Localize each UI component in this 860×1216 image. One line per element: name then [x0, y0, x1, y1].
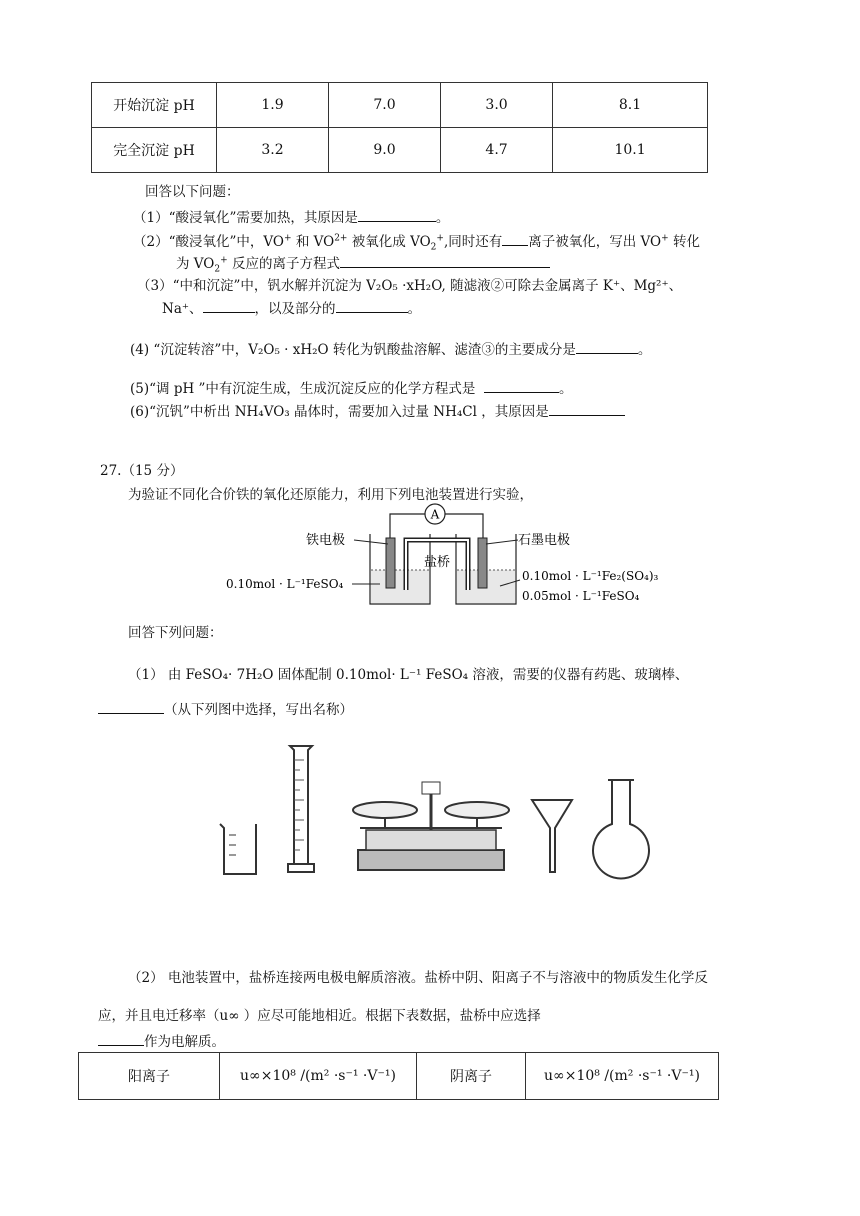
question-2 [133, 230, 700, 253]
q3-text-b: Na⁺、 [162, 301, 203, 317]
question-5 [130, 377, 573, 397]
right-solution-label-1: 0.10mol · L⁻¹Fe₂(SO₄)₃ [522, 569, 659, 583]
question-3-cont [162, 297, 421, 317]
answer-blank[interactable] [358, 221, 436, 222]
table-row [92, 128, 708, 173]
q27-2-end: 作为电解质。 [144, 1034, 225, 1050]
answer-blank[interactable] [98, 1045, 144, 1046]
table-cell: 1.9 [217, 83, 329, 128]
table-cell: 8.1 [553, 83, 708, 128]
q2-text-d: ,同时还有 [443, 234, 503, 250]
question-27-1: （1） 由 FeSO₄· 7H₂O 固体配制 0.10mol· L⁻¹ FeSO₄ 溶液，需要的仪器有药匙、玻璃棒、 [128, 667, 689, 683]
table-cell: 3.0 [441, 83, 553, 128]
answer-blank[interactable] [340, 267, 550, 268]
left-electrode-label: 铁电极 [306, 533, 346, 548]
answer-blank[interactable] [549, 415, 625, 416]
precipitation-ph-table [91, 82, 708, 173]
migration-rate-table [78, 1052, 719, 1100]
question-27-intro: 为验证不同化合价铁的氧化还原能力，利用下列电池装置进行实验， [128, 487, 533, 503]
sup: + [220, 255, 228, 266]
question-27-2: （2） 电池装置中，盐桥连接两电极电解质溶液。盐桥中阴、阳离子不与溶液中的物质发生化学反 [128, 970, 708, 986]
funnel-icon [532, 800, 572, 872]
q3-text-c: ，以及部分的 [254, 301, 336, 317]
table-header: u∞×10⁸ /(m² ·s⁻¹ ·V⁻¹) [526, 1053, 719, 1100]
answer-blank[interactable] [336, 312, 408, 313]
q2-text-e: 离子被氧化，写出 VO [528, 234, 662, 250]
question-2-cont [176, 252, 550, 275]
table-cell: 4.7 [441, 128, 553, 173]
q5-end: 。 [559, 381, 573, 397]
table-header: 阳离子 [79, 1053, 220, 1100]
instruments-figure [210, 740, 650, 880]
table-header: u∞×10⁸ /(m² ·s⁻¹ ·V⁻¹) [220, 1053, 417, 1100]
balance-scale-icon [353, 782, 509, 870]
graphite-electrode [478, 538, 487, 588]
q6-text: (6)“沉钒”中析出 NH₄VO₃ 晶体时，需要加入过量 NH₄Cl ，其原因是 [130, 404, 549, 420]
row-label: 开始沉淀 pH [92, 83, 217, 128]
answer-intro: 回答下列问题： [128, 625, 223, 641]
ammeter-label: A [430, 507, 440, 522]
intro-text: 回答以下问题： [145, 184, 240, 200]
sup: + [436, 233, 444, 244]
sub: 2 [214, 264, 221, 275]
answer-blank[interactable] [502, 245, 528, 246]
right-solution-label-2: 0.05mol · L⁻¹FeSO₄ [522, 589, 640, 603]
question-3: （3）“中和沉淀”中，钒水解并沉淀为 V₂O₅ ·xH₂O, 随滤液②可除去金属离子 K⁺、Mg²⁺、 [137, 278, 683, 294]
left-solution-label: 0.10mol · L⁻¹FeSO₄ [226, 577, 344, 591]
q1-text: （1）“酸浸氧化”需要加热，其原因是 [133, 210, 358, 226]
q2-text-b: 和 VO [291, 234, 335, 250]
q3-text-d: 。 [407, 301, 421, 317]
table-cell: 3.2 [217, 128, 329, 173]
answer-blank[interactable] [484, 392, 559, 393]
right-electrode-label: 石墨电极 [518, 533, 571, 548]
sup: 2+ [334, 233, 348, 244]
battery-cell-diagram [220, 500, 690, 612]
q4-text: (4) “沉淀转溶”中，V₂O₅ · xH₂O 转化为钒酸盐溶解、滤渣③的主要成分是 [130, 342, 576, 358]
q2-text-c: 被氧化成 VO [347, 234, 431, 250]
question-27-1-cont [98, 698, 353, 718]
row-label: 完全沉淀 pH [92, 128, 217, 173]
question-27-title: 27.（15 分） [100, 463, 184, 479]
table-row [79, 1053, 719, 1100]
answer-blank[interactable] [576, 353, 638, 354]
q27-1-hint: （从下列图中选择，写出名称） [164, 702, 353, 718]
answer-blank[interactable] [98, 713, 164, 714]
question-1 [133, 206, 449, 226]
q1-end: 。 [435, 210, 450, 226]
answer-blank[interactable] [203, 312, 255, 313]
question-27-2-cont2 [98, 1030, 225, 1050]
table-cell: 9.0 [329, 128, 441, 173]
table-row [92, 83, 708, 128]
q2-text-g: 为 VO [176, 256, 215, 272]
q4-end: 。 [637, 342, 652, 358]
sub: 2 [430, 242, 437, 253]
q2-text-f: 转化 [668, 234, 700, 250]
salt-bridge-label: 盐桥 [423, 555, 451, 570]
table-cell: 7.0 [329, 83, 441, 128]
table-cell: 10.1 [553, 128, 708, 173]
question-27-2-cont: 应，并且电迁移率（u∞ ）应尽可能地相近。根据下表数据，盐桥中应选择 [98, 1008, 541, 1024]
question-4 [130, 338, 651, 358]
graduated-cylinder-icon [288, 746, 314, 872]
question-6 [130, 400, 625, 420]
beaker-icon [220, 824, 256, 874]
sup: + [283, 233, 292, 244]
q2-text-a: （2）“酸浸氧化”中，VO [133, 234, 284, 250]
q5-text: (5)“调 pH ”中有沉淀生成，生成沉淀反应的化学方程式是 [130, 381, 476, 397]
q2-text-h: 反应的离子方程式 [227, 256, 340, 272]
sup: + [661, 233, 669, 244]
table-header: 阴离子 [417, 1053, 526, 1100]
round-flask-icon [593, 780, 649, 879]
iron-electrode [386, 538, 395, 588]
